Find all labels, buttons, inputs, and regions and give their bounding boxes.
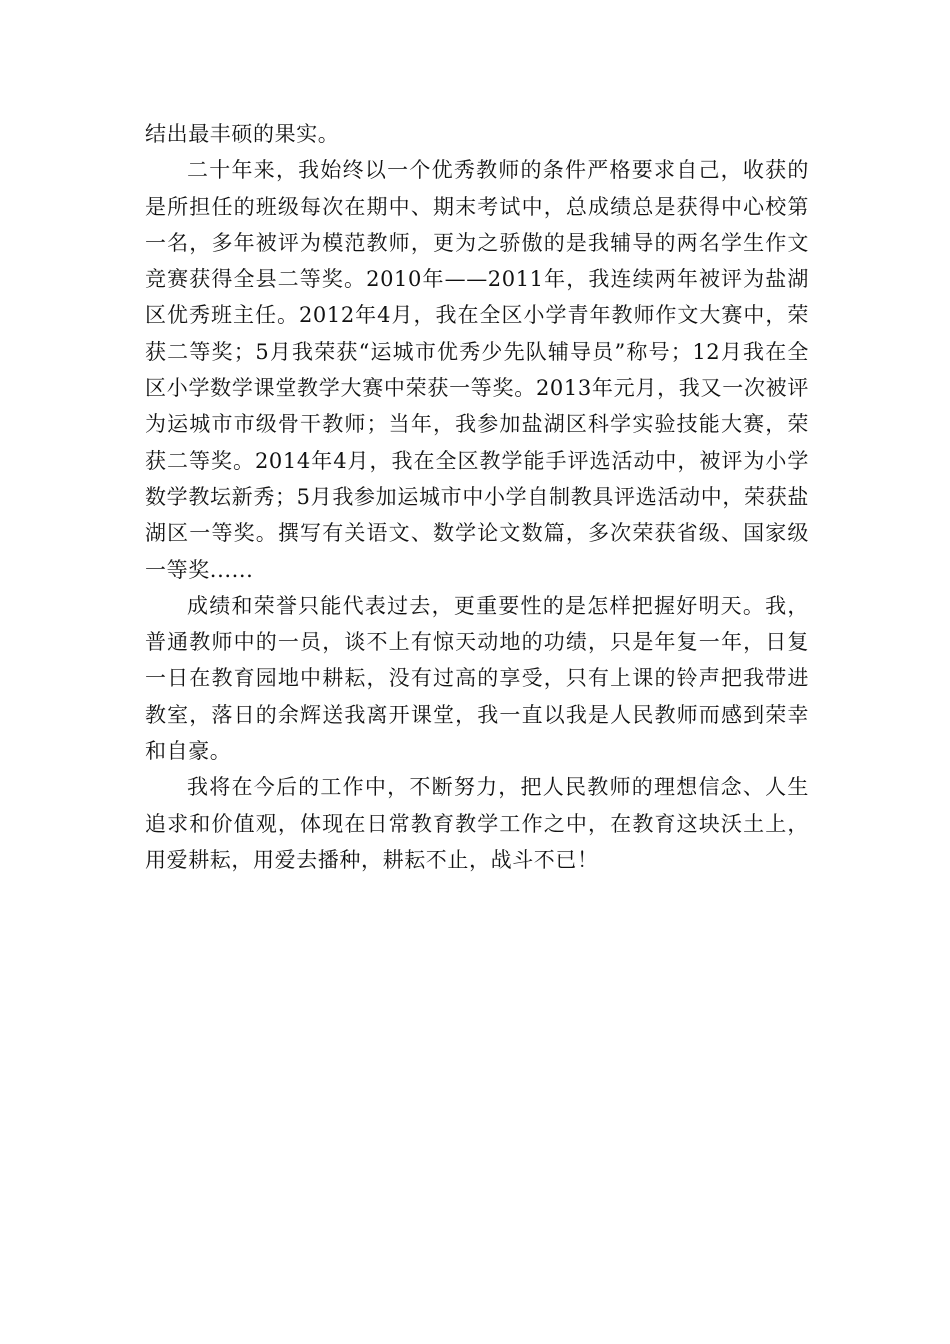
paragraph-reflection: 成绩和荣誉只能代表过去，更重要性的是怎样把握好明天。我，普通教师中的一员，谈不上有惊天动地的功绩，只是年复一年，日复一日在教育园地中耕耘，没有过高的享受，只有上课的铃声把我带进教室，落日的余辉送我离开课堂，我一直以我是人民教师而感到荣幸和自豪。	[145, 593, 809, 764]
document-body	[145, 116, 809, 878]
paragraph-continuation: 结出最丰硕的果实。	[145, 122, 340, 146]
paragraph-achievements: 二十年来，我始终以一个优秀教师的条件严格要求自己，收获的是所担任的班级每次在期中、期末考试中，总成绩总是获得中心校第一名，多年被评为模范教师，更为之骄傲的是我辅导的两名学生作文竞赛获得全县二等奖。2010年——2011年，我连续两年被评为盐湖区优秀班主任。2012年4月，我在全区小学青年教师作文大赛中，荣获二等奖；5月我荣获“运城市优秀少先队辅导员”称号；12月我在全区小学数学课堂教学大赛中荣获一等奖。2013年元月，我又一次被评为运城市市级骨干教师；当年，我参加盐湖区科学实验技能大赛，荣获二等奖。2014年4月，我在全区教学能手评选活动中，被评为小学数学教坛新秀；5月我参加运城市中小学自制教具评选活动中，荣获盐湖区一等奖。撰写有关语文、数学论文数篇，多次荣获省级、国家级一等奖......	[145, 158, 809, 582]
paragraph-commitment: 我将在今后的工作中，不断努力，把人民教师的理想信念、人生追求和价值观，体现在日常教育教学工作之中，在教育这块沃土上，用爱耕耘，用爱去播种，耕耘不止，战斗不已！	[145, 775, 809, 872]
